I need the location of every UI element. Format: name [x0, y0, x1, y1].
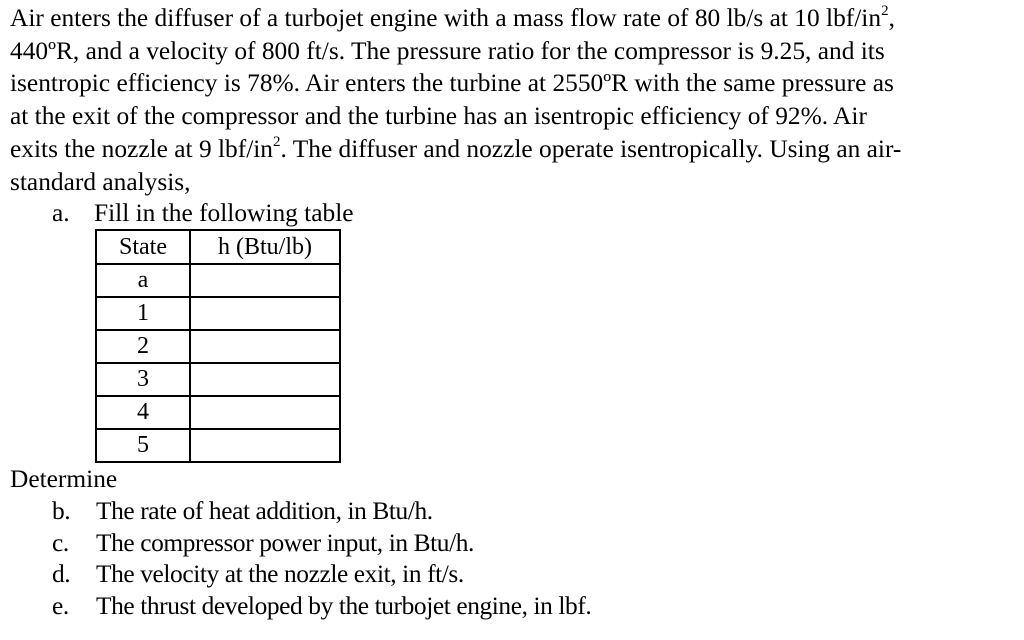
- state-cell: 2: [96, 330, 190, 363]
- problem-line: 440ºR, and a velocity of 800 ft/s. The pressure ratio for the compressor is 9.25, and its: [10, 36, 885, 65]
- problem-line-text: ,: [888, 4, 895, 32]
- problem-line: isentropic efficiency is 78%. Air enters the turbine at 2550ºR with the same pressure as: [10, 69, 894, 98]
- enthalpy-table: [95, 229, 341, 463]
- table-row: [96, 264, 340, 297]
- header-state: State: [96, 230, 190, 264]
- table-row: [96, 330, 340, 363]
- problem-statement: [10, 2, 1020, 198]
- enthalpy-cell[interactable]: [190, 330, 340, 363]
- question-list: [52, 496, 591, 623]
- state-cell: 4: [96, 396, 190, 429]
- question-text: The velocity at the nozzle exit, in ft/s.: [96, 560, 464, 589]
- state-cell: 1: [96, 297, 190, 330]
- state-cell: a: [96, 264, 190, 297]
- table-row: [96, 363, 340, 396]
- state-cell: 5: [96, 429, 190, 462]
- question-item-d: [52, 559, 591, 591]
- part-a: [52, 197, 354, 229]
- table-header-row: [96, 230, 340, 264]
- table-row: [96, 396, 340, 429]
- question-text: The thrust developed by the turbojet engine, in lbf.: [96, 592, 592, 621]
- part-a-text: Fill in the following table: [94, 199, 354, 227]
- superscript: 2: [881, 3, 889, 19]
- state-cell: 3: [96, 363, 190, 396]
- problem-line: standard analysis,: [10, 167, 191, 196]
- question-text: The compressor power input, in Btu/h.: [96, 528, 474, 557]
- question-marker: c.: [52, 528, 69, 557]
- problem-line: [10, 2, 1020, 35]
- question-marker: d.: [52, 560, 71, 589]
- superscript: 2: [273, 133, 281, 150]
- header-enthalpy: h (Btu/lb): [190, 230, 340, 264]
- question-item-e: [52, 591, 591, 623]
- enthalpy-cell[interactable]: [190, 396, 340, 429]
- table-row: [96, 297, 340, 330]
- enthalpy-cell[interactable]: [190, 297, 340, 330]
- problem-line-text: Air enters the diffuser of a turbojet engine with a mass flow rate of 80 lb/s at 10 lbf/in: [10, 4, 882, 32]
- question-item-c: [52, 528, 591, 560]
- enthalpy-cell[interactable]: [190, 429, 340, 462]
- question-marker: b.: [52, 497, 71, 525]
- problem-line: [10, 133, 1020, 166]
- question-item-b: [52, 496, 591, 528]
- problem-line: at the exit of the compressor and the turbine has an isentropic efficiency of 92%. Air: [10, 102, 867, 131]
- determine-heading: Determine: [10, 465, 118, 493]
- table-row: [96, 429, 340, 462]
- part-a-marker: a.: [52, 199, 70, 227]
- problem-line-text: . The diffuser and nozzle operate isentropically. Using an air-: [280, 134, 902, 163]
- question-marker: e.: [52, 592, 69, 621]
- question-text: The rate of heat addition, in Btu/h.: [96, 497, 433, 525]
- enthalpy-cell[interactable]: [190, 264, 340, 297]
- enthalpy-cell[interactable]: [190, 363, 340, 396]
- problem-line-text: exits the nozzle at 9 lbf/in: [10, 134, 273, 163]
